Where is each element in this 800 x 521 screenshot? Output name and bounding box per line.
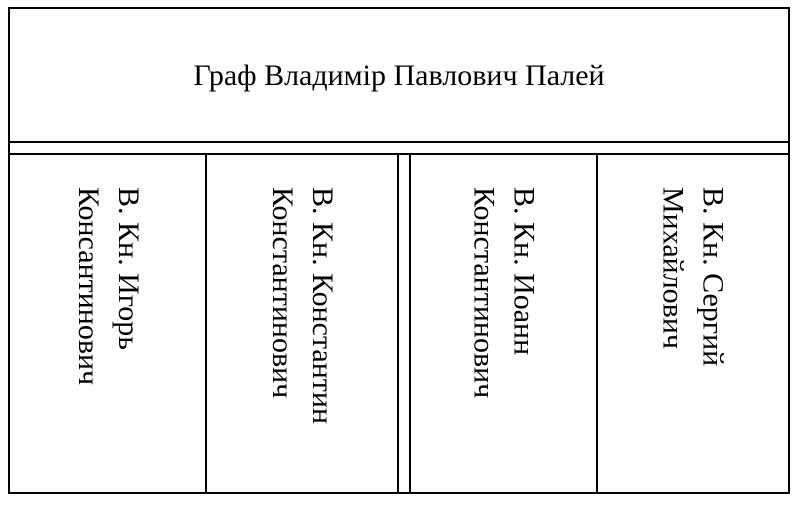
column-sergiy-line2: Михайлович [656,187,690,349]
column-konstantin-line2: Константинович [266,187,299,399]
column-sergiy-text [653,187,733,366]
column-konstantin-text [262,187,342,424]
column-konstantin [206,155,398,492]
column-konstantin-line1: В. Кн. Константин [306,187,339,425]
column-sergiy-line1: В. Кн. Сергий [696,187,730,367]
column-igor-text [68,187,148,385]
header-title: Граф Владимір Павлович Палей [193,59,605,92]
header-box [10,9,788,143]
column-ioann-line2: Константинович [467,187,501,399]
column-sergiy [597,155,788,492]
column-igor [10,155,206,492]
header-divider-top [10,141,788,143]
column-ioann [410,155,597,492]
diagram-frame [8,7,790,494]
column-ioann-line1: В. Кн. Иоанн [507,187,541,356]
column-igor-line2: Консантинович [72,187,105,386]
column-igor-line1: В. Кн. Игорь [112,187,145,350]
column-ioann-text [464,187,544,398]
